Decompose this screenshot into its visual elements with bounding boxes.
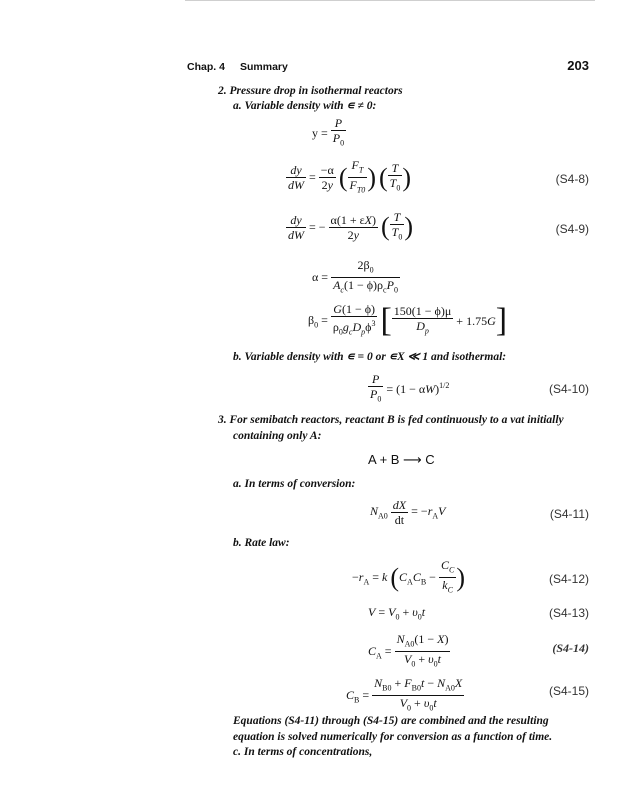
item-2-heading: 2. Pressure drop in isothermal reactors [218,85,403,97]
item-2b-heading: b. Variable density with ∊ = 0 or ∊X ≪ 1 and isothermal: [233,351,507,363]
eq-s4-9: $\frac{dy}{dW}$ = − $\frac{\alpha(1 + \varepsilon X)}{2y}$ ( $\frac{T}{T_0}$ ) [286,210,413,244]
item-3b-heading: b. Rate law: [233,537,290,549]
eq-number-s4-9: (S4-9) [555,222,589,236]
footer-line1: Equations (S4-11) through (S4-15) are combined and the resulting [233,715,549,727]
section-label: Summary [240,61,288,73]
eq-s4-13: $V = V_0 + \upsilon_0t$ [368,605,426,622]
eq-number-s4-8: (S4-8) [555,172,589,186]
item-3-heading-line2: containing only A: [233,430,322,442]
chapter-label: Chap. 4 [187,61,225,73]
reaction-equation: A + B ⟶ C [368,452,435,467]
item-3a-heading: a. In terms of conversion: [233,478,356,490]
eq-alpha: α = $\frac{2\beta_0}{A_c(1 - \phi)\rho_cP_0}$ [312,258,400,298]
item-3-heading-line1: 3. For semibatch reactors, reactant B is fed continuously to a vat initially [218,414,564,426]
eq-number-s4-12: (S4-12) [548,572,589,586]
eq-s4-8: $\frac{dy}{dW}$ = $\frac{-\alpha}{2y}$ ( $\frac{F_T}{F_{T0}}$ ) ( $\frac{T}{T_0}$ ) [286,158,411,198]
eq-s4-12: $-r_A = k$ ($C_AC_B$ − $\frac{C_C}{k_C}$ ) [352,558,465,598]
eq-s4-11: $N_{A0}$ $\frac{dX}{dt}$ = $-r_AV$ [370,498,446,527]
eq-number-s4-15: (S4-15) [548,684,589,698]
top-rule [185,0,595,1]
page-number: 203 [567,58,589,73]
eq-number-s4-13: (S4-13) [548,606,589,620]
eq-s4-14: $C_A$ = $\frac{N_{A0}(1 - X)}{V_0 + \upsilon_0t}$ [368,632,450,672]
eq-s4-10: $\frac{P}{P_0}$ = $(1 - \alpha W)^{1/2}$ [368,372,449,406]
footer-line2: equation is solved numerically for conversion as a function of time. [233,731,553,743]
eq-number-s4-14: (S4-14) [552,641,589,655]
eq-s4-15: $C_B$ = $\frac{N_{B0} + F_{B0}t - N_{A0}X}{V_0 + \upsilon_0t}$ [346,676,464,716]
item-3c-heading: c. In terms of concentrations, [233,746,373,758]
eq-number-s4-11: (S4-11) [549,507,589,521]
eq-number-s4-10: (S4-10) [548,382,589,396]
item-2a-heading: a. Variable density with ∊ ≠ 0: [233,100,377,112]
eq-beta0: $\beta_0$ = $\frac{G(1 - \phi)}{\rho_0g_cD_p\phi^3}$ [ $\frac{150(1 - \phi)\mu}{D_p}$ + 1.75G] [308,302,508,339]
eq-y-definition: y = $\frac{P}{P_0}$ [312,116,346,150]
